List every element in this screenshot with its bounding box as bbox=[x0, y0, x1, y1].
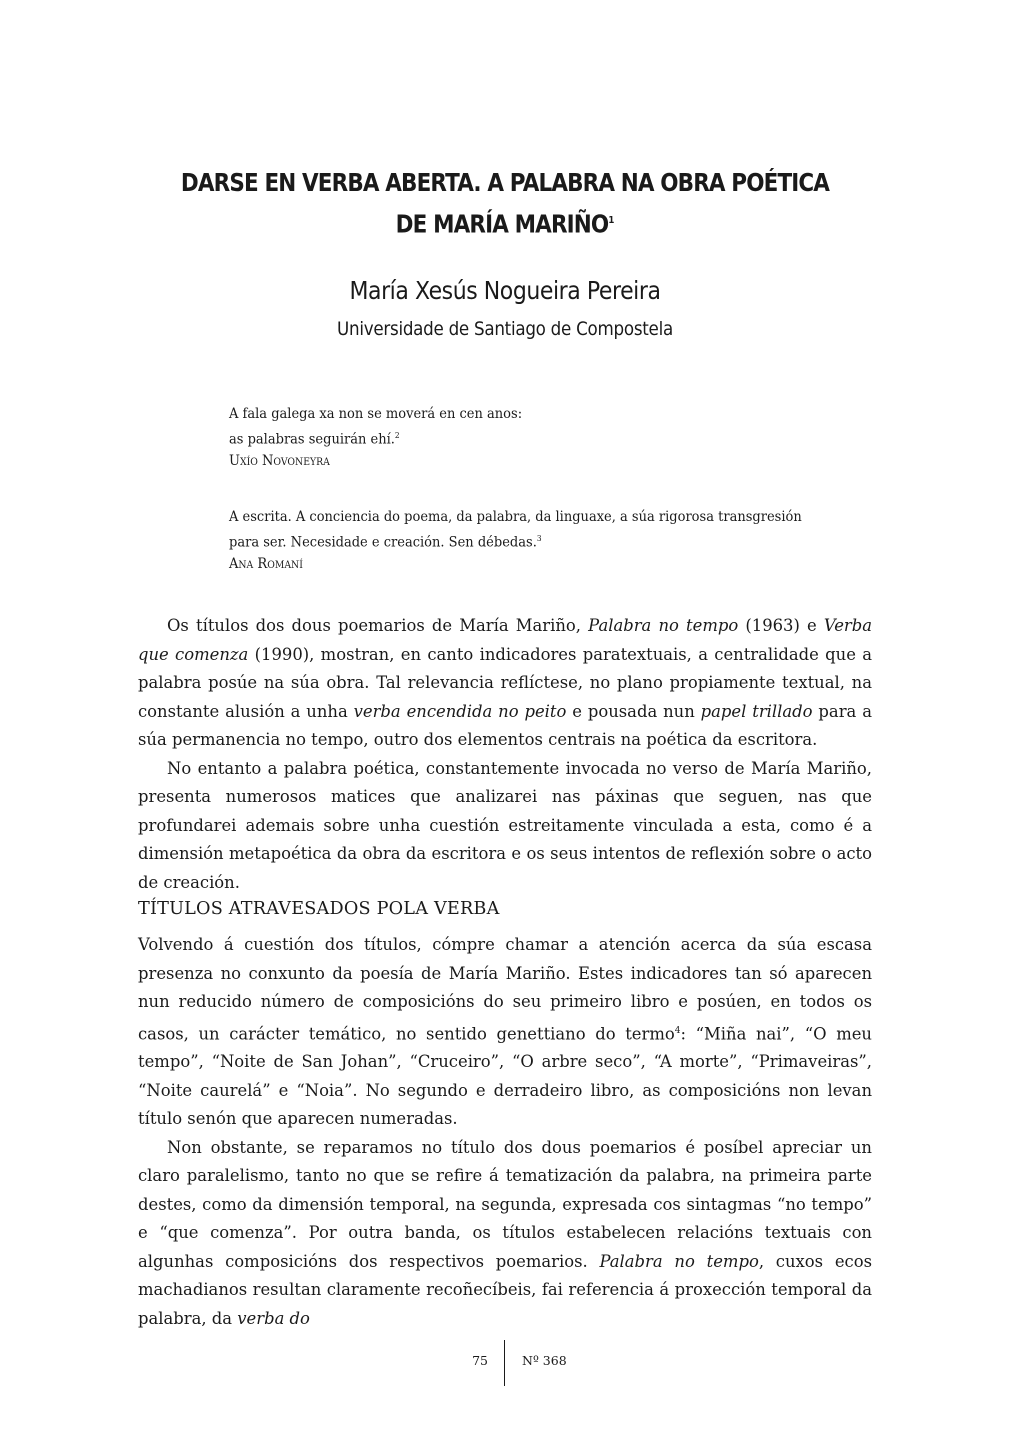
footer-divider bbox=[504, 1340, 505, 1386]
text-run: e pousada nun bbox=[566, 701, 701, 721]
text-run: Os títulos dos dous poemarios de María Mariño, bbox=[167, 616, 589, 635]
section-paragraph-2 bbox=[138, 1134, 872, 1334]
text-run: (1963) e bbox=[738, 616, 824, 635]
text-run: Non obstante, se reparamos no título dos dous poemarios é posíbel apreciar un claro paralelismo, tanto no que se refire á tematización da palabra, na primeira parte destes, como da dimensión temporal, na segunda, expresada cos sintagmas “no tempo” e “que comenza”. Por outra banda, os títulos estabelecen relacións textuais con algunhas composicións dos respectivos poemarios. bbox=[138, 1137, 872, 1271]
epigraph-2-author: Ana Romaní bbox=[229, 555, 303, 572]
text-run: : “Miña nai”, “O meu tempo”, “Noite de San Johan”, “Cruceiro”, “O arbre seco”, “A morte”, “Primaveiras”, “Noite caurelá” e “Noia”. No segundo e derradeiro libro, as composicións non levan título senón que aparecen numeradas. bbox=[138, 1023, 872, 1129]
article-title-line-2 bbox=[71, 202, 940, 243]
text-run: para a súa permanencia no tempo, outro dos elementos centrais na poética da escritora. bbox=[138, 701, 872, 749]
intro-paragraph-2: No entanto a palabra poética, constantemente invocada no verso de María Mariño, presenta numerosos matices que analizarei nas páxinas que seguen, nas que profundarei ademais sobre unha cuestión estreitamente vinculada a esta, como é a dimensión metapoética da obra da escritora e os seus intentos de reflexión sobre o acto de creación. bbox=[138, 758, 872, 892]
section-text bbox=[138, 931, 872, 1333]
title-footnote-marker[interactable]: 1 bbox=[608, 215, 615, 226]
page-number: 75 bbox=[472, 1353, 488, 1368]
author-affiliation: Universidade de Santiago de Compostela bbox=[337, 318, 673, 340]
epigraph-1-author: Uxío Novoneyra bbox=[229, 452, 330, 469]
footnote-marker-4[interactable]: 4 bbox=[674, 1025, 681, 1036]
epigraph-2-line-1: A escrita. A conciencia do poema, da palabra, da linguaxe, a súa rigorosa transgresión bbox=[229, 509, 802, 525]
epigraph-2-line-2 bbox=[229, 528, 843, 554]
epigraph-2-footnote-marker[interactable]: 3 bbox=[536, 534, 542, 543]
article-title-line-2-text: DE MARÍA MARIÑO bbox=[395, 209, 609, 239]
section-paragraph-1 bbox=[138, 931, 872, 1134]
italic-quote: verba encendida no peito bbox=[353, 701, 567, 721]
italic-title-palabra-no-tempo: Palabra no tempo bbox=[588, 616, 739, 635]
epigraph-2-line-2-text: para ser. Necesidade e creación. Sen débedas. bbox=[229, 534, 537, 551]
italic-quote: papel trillado bbox=[700, 701, 813, 721]
section-heading: TÍTULOS ATRAVESADOS POLA VERBA bbox=[138, 898, 500, 919]
intro-paragraph-1 bbox=[138, 612, 872, 755]
text-run: , cuxos ecos machadianos resultan claramente recoñecíbeis, fai referencia á proxección temporal da palabra, da bbox=[138, 1251, 872, 1328]
epigraph-1-footnote-marker[interactable]: 2 bbox=[394, 431, 400, 440]
epigraph-2 bbox=[229, 507, 843, 575]
issue-number: Nº 368 bbox=[522, 1353, 567, 1368]
epigraph-1-line-2-text: as palabras seguirán ehí. bbox=[229, 431, 395, 448]
text-run: Volvendo á cuestión dos títulos, cómpre chamar a atención acerca da súa escasa presenza no conxunto da poesía de María Mariño. Estes indicadores tan só aparecen nun reducido número de composicións do seu primeiro libro e posúen, en todos os casos, un carácter temático, no sentido genettiano do termo bbox=[138, 935, 872, 1043]
italic-quote: verba do bbox=[237, 1308, 310, 1328]
italic-title-palabra-no-tempo: Palabra no tempo bbox=[599, 1251, 759, 1271]
epigraph-1 bbox=[229, 404, 843, 472]
article-title bbox=[71, 164, 940, 243]
epigraph-1-line-2 bbox=[229, 425, 843, 451]
article-title-line-1: DARSE EN VERBA ABERTA. A PALABRA NA OBRA POÉTICA bbox=[180, 168, 830, 197]
author-name: María Xesús Nogueira Pereira bbox=[349, 276, 661, 305]
intro-text bbox=[138, 612, 872, 897]
text-run: (1990), mostran, en canto indicadores paratextuais, a centralidade que a palabra posúe na súa obra. Tal relevancia reflíctese, no plano propiamente textual, na constante alusión a unha bbox=[138, 644, 872, 721]
epigraph-1-line-1: A fala galega xa non se moverá en cen anos: bbox=[229, 406, 523, 422]
italic-title-verba-que-comenza: Verba que comenza bbox=[138, 616, 872, 664]
